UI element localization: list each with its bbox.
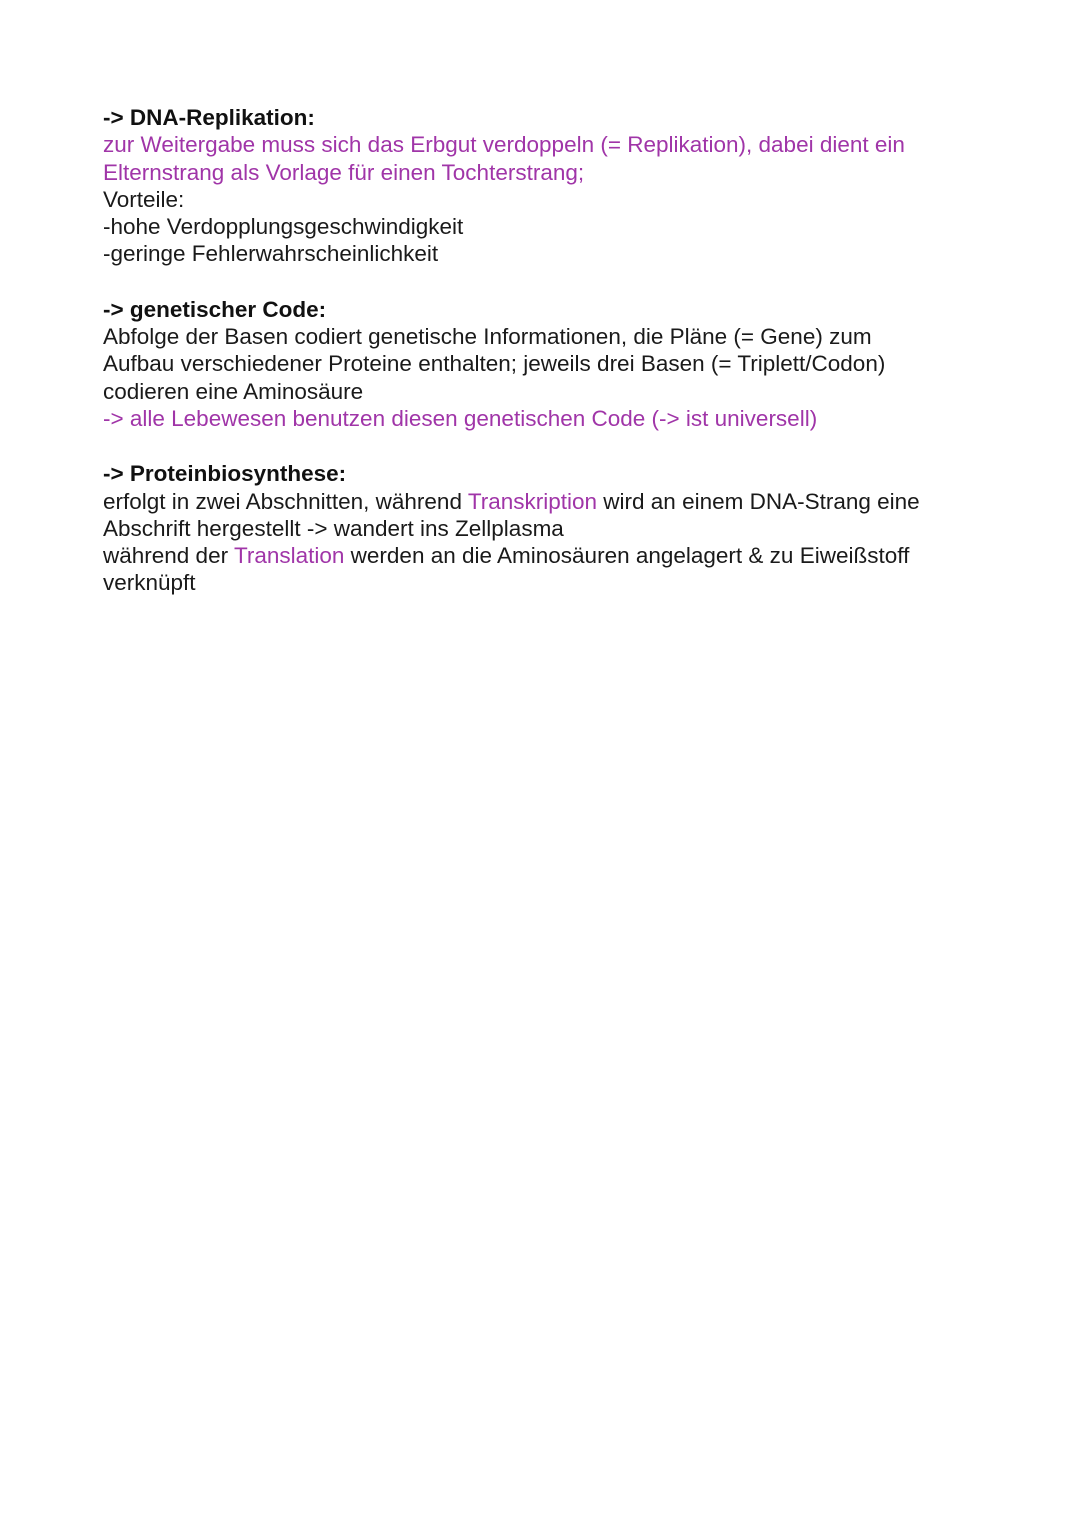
synthesis-text-line-2: Abschrift hergestellt -> wandert ins Zellplasma [103,515,564,541]
heading-dna-replication: -> DNA-Replikation: [103,105,315,130]
synthesis-text-line-4: verknüpft [103,570,196,596]
synthesis-line-3-end: werden an die Aminosäuren angelagert & zu Eiweißstoff [344,543,910,569]
code-text-line-3: codieren eine Aminosäure [103,378,364,404]
document-page [103,104,983,597]
section-dna-replication [103,104,983,268]
synthesis-line-1-start: erfolgt in zwei Abschnitten, während [103,488,468,514]
synthesis-line-1-end: wird an einem DNA-Strang eine [597,488,920,514]
advantage-item-1: -hohe Verdopplungsgeschwindigkeit [103,214,464,240]
synthesis-text-line-3 [103,542,983,569]
heading-protein-biosynthesis: -> Proteinbiosynthese: [103,461,347,487]
advantages-label: Vorteile: [103,186,185,212]
section-genetic-code [103,296,983,432]
replication-text-line-1: zur Weitergabe muss sich das Erbgut verdoppeln (= Replikation), dabei dient ein [103,132,905,158]
term-translation: Translation [233,543,345,569]
synthesis-line-3-start: während der [103,543,234,569]
heading-genetic-code: -> genetischer Code: [103,296,327,322]
code-text-line-1: Abfolge der Basen codiert genetische Informationen, die Pläne (= Gene) zum [103,324,872,350]
synthesis-text-line-1 [103,488,983,515]
code-text-line-2: Aufbau verschiedener Proteine enthalten; jeweils drei Basen (= Triplett/Codon) [103,351,886,377]
advantage-item-2: -geringe Fehlerwahrscheinlichkeit [103,241,439,267]
code-universal-note: -> alle Lebewesen benutzen diesen genetischen Code (-> ist universell) [103,405,818,431]
term-transcription: Transkription [467,488,598,514]
section-protein-biosynthesis [103,460,983,596]
replication-text-line-2: Elternstrang als Vorlage für einen Tochterstrang; [103,159,585,185]
